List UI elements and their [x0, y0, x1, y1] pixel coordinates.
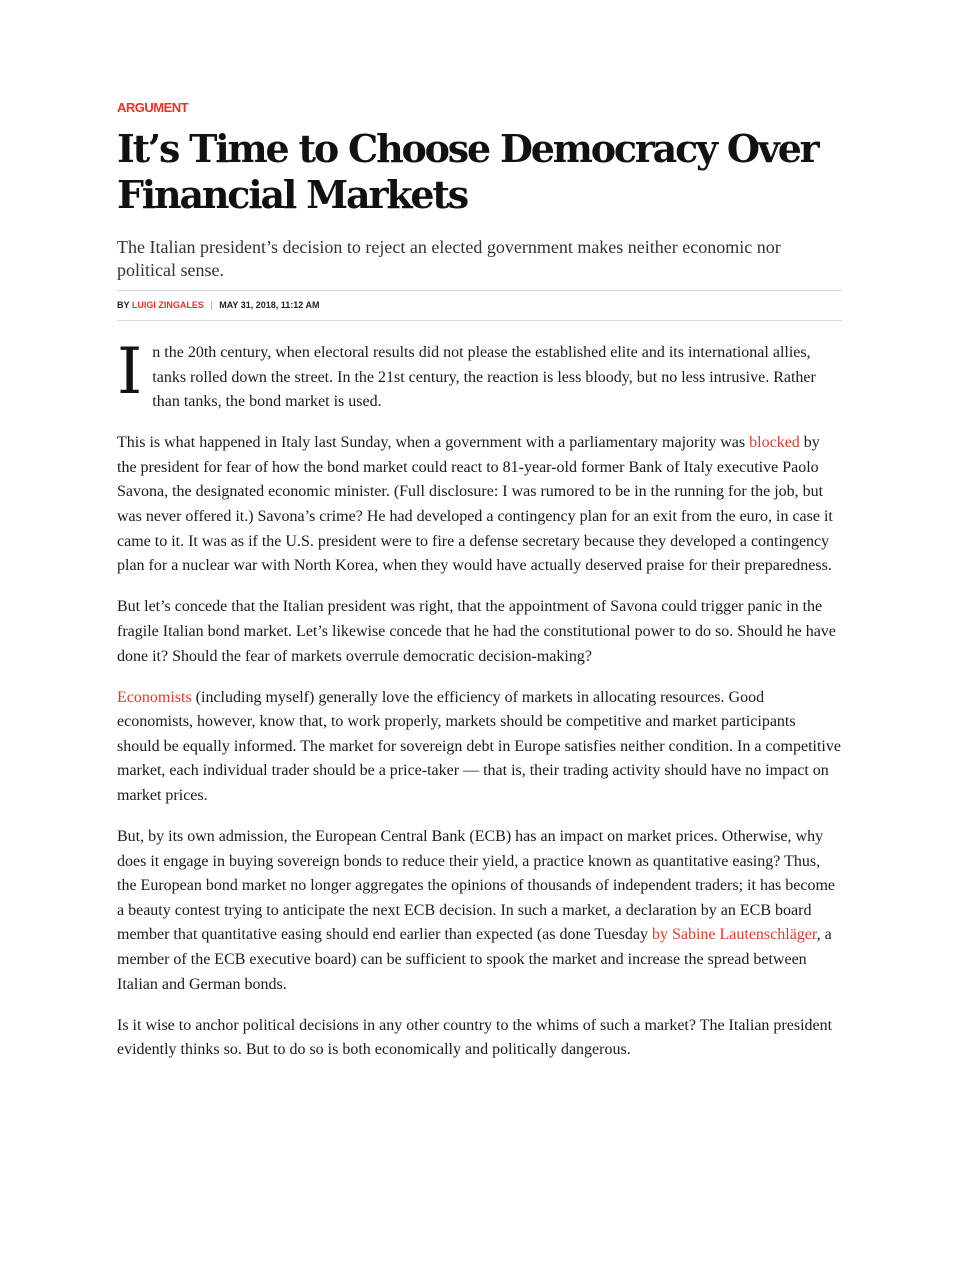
article-body — [117, 335, 842, 1063]
paragraph-5-text-a: But, by its own admission, the European Central Bank (ECB) has an impact on market prices. Otherwise, why does it engage in buying sovereign bonds to reduce their yield, a practice known as quantitative easing? Thus, the European bond market no longer aggregates the opinions of thousands of independent traders; it has become a beauty contest trying to anticipate the next ECB decision. In such a market, a declaration by an ECB board member that quantitative easing should end earlier than expected (as done Tuesday — [117, 828, 836, 944]
byline-bottom-rule — [117, 320, 842, 321]
economists-link[interactable]: Economists — [117, 688, 192, 706]
paragraph-2-text-b: by the president for fear of how the bond market could react to 81-year-old former Bank of Italy executive Paolo Savona, the designated economic minister. (Full disclosure: I was rumored to be in the running for the job, but was never offered it.) Savona’s crime? He had developed a contingency plan for an exit from the euro, in case it came to it. It was as if the U.S. president were to fire a defense secretary because they developed a contingency plan for a nuclear war with North Korea, when they would have actually deserved praise for their preparedness. — [117, 434, 833, 575]
byline-by: BY — [117, 300, 130, 310]
paragraph-6: Is it wise to anchor political decisions in any other country to the whims of such a market? The Italian president evidently thinks so. But to do so is both economically and politically dangerous. — [117, 1016, 833, 1059]
blocked-link[interactable]: blocked — [749, 434, 800, 452]
paragraph-1 — [117, 335, 842, 415]
byline-separator: | — [210, 300, 213, 310]
article-dek: The Italian president’s decision to reject an elected government makes neither economic nor political sense. — [117, 237, 781, 280]
paragraph-5 — [117, 825, 842, 997]
drop-cap: I — [117, 335, 143, 409]
article-kicker[interactable]: ARGUMENT — [117, 100, 189, 115]
paragraph-2-text-a: This is what happened in Italy last Sunday, when a government with a parliamentary majority was — [117, 434, 750, 452]
article-title: It’s Time to Choose Democracy Over Financial Markets — [117, 126, 818, 217]
article-column — [117, 100, 842, 1063]
paragraph-5-text-b: , a member of the ECB executive board) can be sufficient to spook the market and increase the spread between Italian and German bonds. — [117, 926, 832, 993]
paragraph-2 — [117, 431, 842, 579]
publish-date: MAY 31, 2018, 11:12 AM — [219, 300, 320, 310]
author-link[interactable]: LUIGI ZINGALES — [131, 300, 204, 310]
byline — [117, 291, 842, 320]
paragraph-4 — [117, 686, 842, 809]
paragraph-4-text: (including myself) generally love the efficiency of markets in allocating resources. Good economists, however, know that, to work properly, markets should be competitive and market participants should be equally informed. The market for sovereign debt in Europe satisfies neither condition. In a competitive market, each individual trader should be a price-taker — that is, their trading activity should have no impact on market prices. — [117, 688, 841, 804]
lautenschlager-link[interactable]: by Sabine Lautenschläger — [651, 926, 817, 944]
paragraph-3: But let’s concede that the Italian president was right, that the appointment of Savona could trigger panic in the fragile Italian bond market. Let’s likewise concede that he had the constitutional power to do so. Should he have done it? Should the fear of markets overrule democratic decision-making? — [117, 598, 836, 665]
paragraph-1-text: n the 20th century, when electoral results did not please the established elite and its international allies, tanks rolled down the street. In the 21st century, the reaction is less bloody, but no less intrusive. Rather than tanks, the bond market is used. — [152, 344, 816, 411]
